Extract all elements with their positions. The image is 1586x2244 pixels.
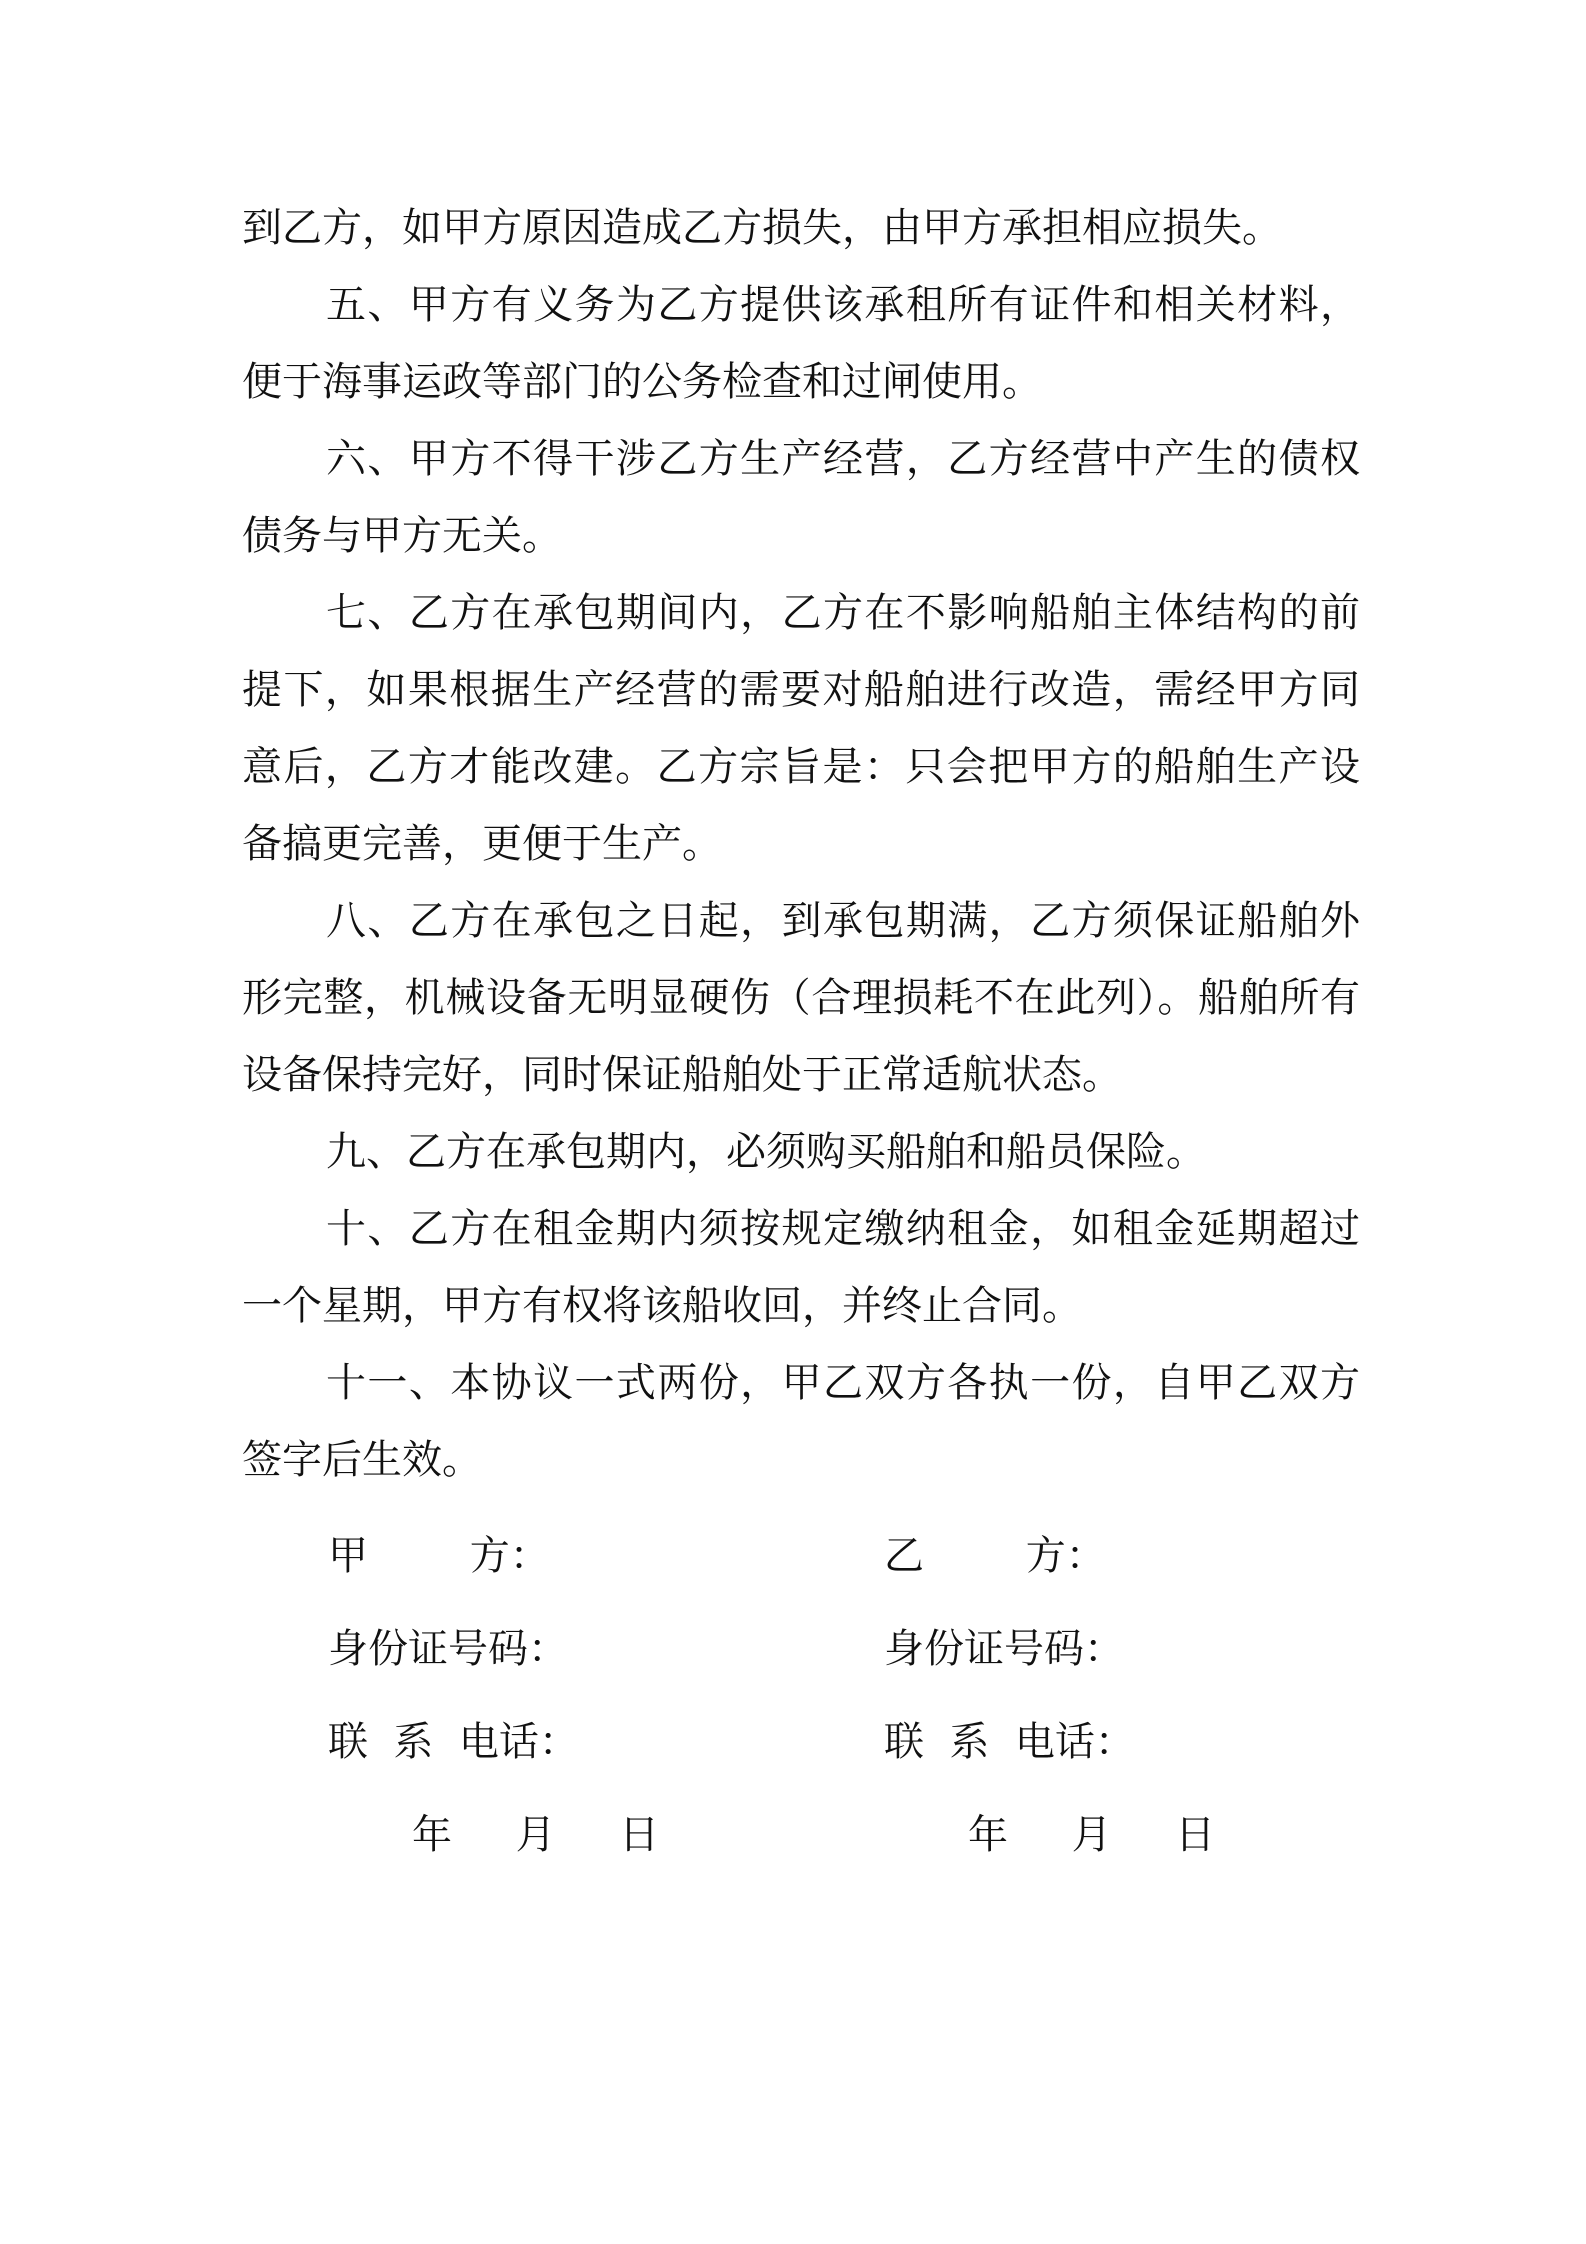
party-b-id-label: 身份证号码： <box>884 1626 1124 1672</box>
clause-7: 七、乙方在承包期间内，乙方在不影响船舶主体结构的前提下，如果根据生产经营的需要对船舶进行改造，需经甲方同意后，乙方才能改建。乙方宗旨是：只会把甲方的船舶生产设备搞更完善，更便于生产。 <box>242 590 1360 867</box>
party-a-name-label: 甲 方： <box>328 1533 550 1579</box>
clause-9: 九、乙方在承包期内，必须购买船舶和船员保险。 <box>326 1129 1206 1175</box>
party-b-phone-label: 联 系 电话： <box>884 1719 1135 1765</box>
clause-5: 五、甲方有义务为乙方提供该承租所有证件和相关材料，便于海事运政等部门的公务检查和过闸使用。 <box>242 282 1360 405</box>
contract-body <box>242 190 1360 1499</box>
party-a-date-label: 年 月 日 <box>412 1812 660 1858</box>
party-a-phone-label: 联 系 电话： <box>328 1719 579 1765</box>
clause-10: 十、乙方在租金期内须按规定缴纳租金，如租金延期超过一个星期，甲方有权将该船收回，并终止合同。 <box>242 1206 1360 1329</box>
party-b-name-label: 乙 方： <box>884 1533 1106 1579</box>
clause-6: 六、甲方不得干涉乙方生产经营，乙方经营中产生的债权债务与甲方无关。 <box>242 436 1360 559</box>
clause-11: 十一、本协议一式两份，甲乙双方各执一份，自甲乙双方签字后生效。 <box>242 1360 1360 1483</box>
party-b-date-label: 年 月 日 <box>968 1812 1216 1858</box>
party-a-id-label: 身份证号码： <box>328 1626 568 1672</box>
clause-8: 八、乙方在承包之日起，到承包期满，乙方须保证船舶外形完整，机械设备无明显硬伤（合理损耗不在此列）。船舶所有设备保持完好，同时保证船舶处于正常适航状态。 <box>242 898 1360 1098</box>
paragraph-continuation: 到乙方，如甲方原因造成乙方损失，由甲方承担相应损失。 <box>242 205 1282 251</box>
